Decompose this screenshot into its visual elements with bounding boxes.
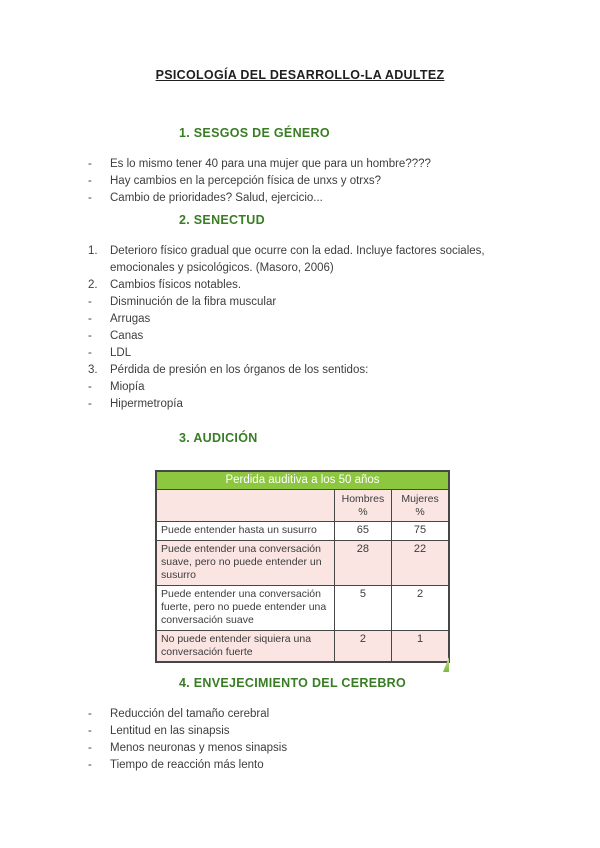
mujeres-value: 2 xyxy=(392,586,449,631)
list-item xyxy=(88,362,522,379)
list-item xyxy=(88,740,522,757)
list-marker: 3. xyxy=(88,364,98,376)
list-marker: - xyxy=(88,708,92,720)
list-item xyxy=(88,328,522,345)
section-audicion xyxy=(0,431,600,663)
list-item-text: Arrugas xyxy=(110,313,151,325)
hombres-value: 28 xyxy=(334,541,391,586)
bullet-list xyxy=(0,156,600,207)
row-label: Puede entender una conversación fuerte, pero no puede entender una conversación suave xyxy=(156,586,334,631)
list-marker: - xyxy=(88,296,92,308)
list-item-text: Tiempo de reacción más lento xyxy=(110,759,264,771)
list-marker: 2. xyxy=(88,279,98,291)
list-item-text: LDL xyxy=(110,347,132,359)
list-item xyxy=(88,294,522,311)
list-item xyxy=(88,379,522,396)
list-marker: - xyxy=(88,347,92,359)
section-heading-senectud: 2. SENECTUD xyxy=(179,213,265,227)
list-item xyxy=(88,277,522,294)
table-row xyxy=(156,631,449,663)
hombres-value: 5 xyxy=(334,586,391,631)
row-label: No puede entender siquiera una conversación fuerte xyxy=(156,631,334,663)
list-item-text: Es lo mismo tener 40 para una mujer que para un hombre???? xyxy=(110,158,431,170)
list-item xyxy=(88,190,522,207)
hombres-value: 65 xyxy=(334,522,391,541)
list-item-text: Cambios físicos notables. xyxy=(110,279,242,291)
list-item xyxy=(88,156,522,173)
table-title-row xyxy=(156,471,449,490)
list-item-text: Hipermetropía xyxy=(110,398,183,410)
column-label: Hombres xyxy=(341,493,385,505)
hearing-loss-table xyxy=(155,470,450,663)
table-header-row xyxy=(156,490,449,522)
list-item-text: Disminución de la fibra muscular xyxy=(110,296,277,308)
list-marker: - xyxy=(88,330,92,342)
list-item-text: Reducción del tamaño cerebral xyxy=(110,708,270,720)
list-item xyxy=(88,173,522,190)
section-senectud xyxy=(0,213,600,413)
list-item-text: Miopía xyxy=(110,381,145,393)
list-item xyxy=(88,723,522,740)
list-item-text: Lentitud en las sinapsis xyxy=(110,725,230,737)
bullet-list xyxy=(0,243,600,413)
list-item xyxy=(88,757,522,774)
list-marker: - xyxy=(88,742,92,754)
section-sesgos-de-genero xyxy=(0,126,600,207)
hombres-value: 2 xyxy=(334,631,391,663)
list-marker: - xyxy=(88,175,92,187)
table-header-empty xyxy=(156,490,334,522)
document-title: PSICOLOGÍA DEL DESARROLLO-LA ADULTEZ xyxy=(155,68,445,82)
column-unit: % xyxy=(358,506,368,518)
table-title: Perdida auditiva a los 50 años xyxy=(156,471,449,490)
table-row xyxy=(156,541,449,586)
table-header-hombres xyxy=(334,490,391,522)
section-heading-envejecimiento: 4. ENVEJECIMIENTO DEL CEREBRO xyxy=(179,676,407,690)
list-item-text: Pérdida de presión en los órganos de los sentidos: xyxy=(110,364,369,376)
list-item-text: Deterioro físico gradual que ocurre con la edad. Incluye factores sociales, emocionales y psicológicos. (Masoro, 2006) xyxy=(110,245,485,274)
mujeres-value: 1 xyxy=(392,631,449,663)
mujeres-value: 75 xyxy=(392,522,449,541)
list-marker: - xyxy=(88,398,92,410)
list-marker: - xyxy=(88,158,92,170)
list-item xyxy=(88,396,522,413)
table-row xyxy=(156,522,449,541)
list-marker: - xyxy=(88,759,92,771)
hearing-loss-table-wrapper xyxy=(155,470,450,663)
list-item-text: Canas xyxy=(110,330,144,342)
list-item-text: Menos neuronas y menos sinapsis xyxy=(110,742,288,754)
list-item xyxy=(88,243,522,277)
table-row xyxy=(156,586,449,631)
list-item-text: Cambio de prioridades? Salud, ejercicio... xyxy=(110,192,323,204)
section-heading-audicion: 3. AUDICIÓN xyxy=(179,431,258,445)
section-heading-sesgos: 1. SESGOS DE GÉNERO xyxy=(179,126,330,140)
bullet-list xyxy=(0,706,600,774)
list-marker: - xyxy=(88,313,92,325)
list-marker: - xyxy=(88,192,92,204)
mujeres-value: 22 xyxy=(392,541,449,586)
table-header-mujeres xyxy=(392,490,449,522)
list-item xyxy=(88,345,522,362)
list-item xyxy=(88,311,522,328)
list-item xyxy=(88,706,522,723)
list-marker: - xyxy=(88,725,92,737)
section-envejecimiento-cerebro xyxy=(0,676,600,774)
list-marker: - xyxy=(88,381,92,393)
list-item-text: Hay cambios en la percepción física de unxs y otrxs? xyxy=(110,175,382,187)
row-label: Puede entender hasta un susurro xyxy=(156,522,334,541)
row-label: Puede entender una conversación suave, pero no puede entender un susurro xyxy=(156,541,334,586)
column-unit: % xyxy=(415,506,425,518)
column-label: Mujeres xyxy=(401,493,439,505)
list-marker: 1. xyxy=(88,245,98,257)
